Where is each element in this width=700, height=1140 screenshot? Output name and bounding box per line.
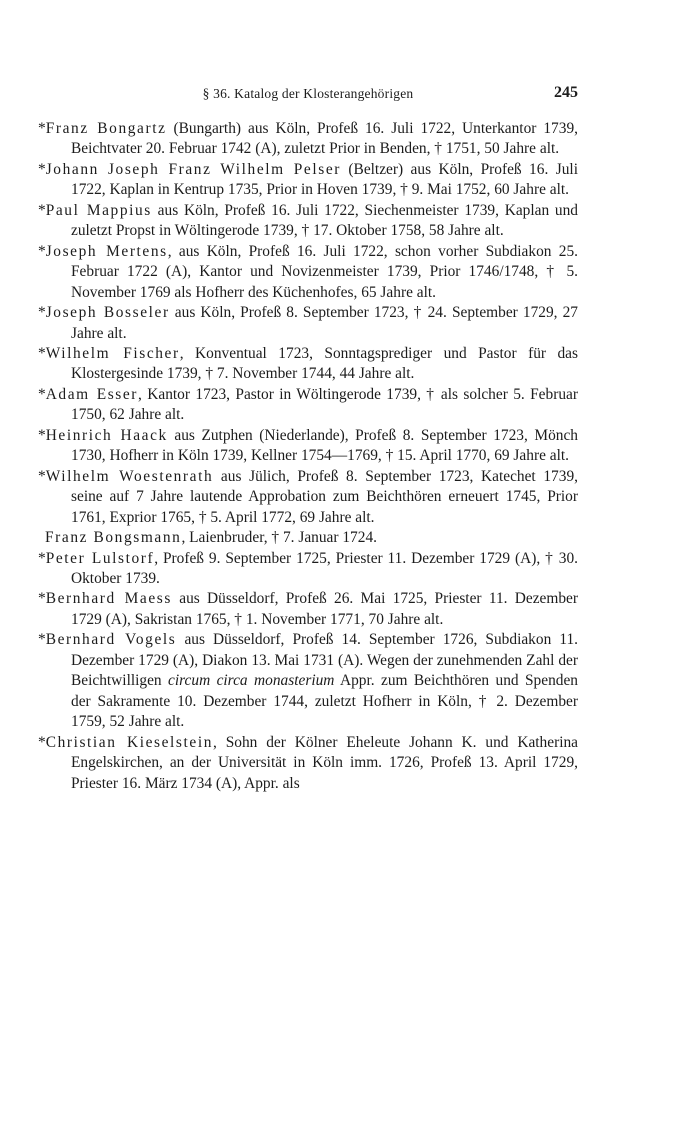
catalog-entry xyxy=(38,630,578,732)
entry-marker: * xyxy=(38,467,46,485)
entry-text: , Kantor 1723, Pastor in Wöltingerode 1739, † als solcher 5. Februar 1750, 62 Jahre alt. xyxy=(71,385,578,424)
entry-marker: * xyxy=(38,733,46,751)
entry-text: aus Köln, Profeß 16. Juli 1722, Siechenmeister 1739, Kaplan und zuletzt Propst in Wöltingerode 1739, † 17. Oktober 1758, 58 Jahre alt. xyxy=(71,201,579,240)
entry-text: , aus Köln, Profeß 16. Juli 1722, schon vorher Subdiakon 25. Februar 1722 (A), Kantor und Novizenmeister 1739, Prior 1746/1748, † 5. November 1769 als Hofherr des Küchenhofes, 65 Jahre alt. xyxy=(71,242,578,301)
catalog-entry xyxy=(38,119,578,160)
entry-text: , Sohn der Kölner Eheleute Johann K. und Katherina Engelskirchen, an der Universität in Köln imm. 1726, Profeß 13. April 1729, Priester 16. März 1734 (A), Appr. als xyxy=(71,733,579,792)
catalog-entries xyxy=(38,119,578,794)
catalog-entry xyxy=(38,160,578,201)
catalog-entry xyxy=(38,385,578,426)
page-header xyxy=(38,84,578,106)
entry-name: Wilhelm Fischer xyxy=(45,344,180,362)
entry-name: Peter Lulstorf xyxy=(45,549,155,567)
catalog-entry xyxy=(38,589,578,630)
entry-name: Franz Bongsmann xyxy=(45,529,182,547)
entry-marker: * xyxy=(38,549,46,567)
entry-text: , Konventual 1723, Sonntagsprediger und Pastor für das Klostergesinde 1739, † 7. November 1744, 44 Jahre alt. xyxy=(71,344,578,383)
catalog-entry xyxy=(38,528,578,548)
entry-name: Joseph Bosseler xyxy=(45,304,170,322)
entry-italic-text: circum circa monasterium xyxy=(168,672,335,690)
catalog-entry xyxy=(38,344,578,385)
entry-marker: * xyxy=(38,590,46,608)
entry-marker: * xyxy=(38,242,46,260)
entry-marker: * xyxy=(38,120,46,137)
entry-marker: * xyxy=(38,385,46,403)
catalog-entry xyxy=(38,733,578,794)
entry-name: Joseph Mertens xyxy=(45,242,168,260)
entry-name: Franz Bongartz xyxy=(45,120,167,137)
entry-marker: * xyxy=(38,631,46,649)
entry-name: Wilhelm Woestenrath xyxy=(45,467,214,485)
catalog-entry xyxy=(38,549,578,590)
catalog-entry xyxy=(38,303,578,344)
entry-text: aus Jülich, Profeß 8. September 1723, Katechet 1739, seine auf 7 Jahre lautende Approbation zum Beichthören erneuert 1745, Prior 1761, Exprior 1765, † 5. April 1772, 69 Jahre alt. xyxy=(71,467,578,526)
entry-marker: * xyxy=(38,201,46,219)
entry-name: Paul Mappius xyxy=(45,201,152,219)
running-head: § 36. Katalog der Klosterangehörigen xyxy=(202,86,414,101)
entry-name: Heinrich Haack xyxy=(45,426,168,444)
entry-name: Christian Kieselstein xyxy=(45,733,213,751)
entry-text: aus Köln, Profeß 8. September 1723, † 24. September 1729, 27 Jahre alt. xyxy=(71,304,578,342)
catalog-entry xyxy=(38,467,578,528)
entry-name: Bernhard Maess xyxy=(45,590,172,608)
entry-text: aus Düsseldorf, Profeß 26. Mai 1725, Priester 11. Dezember 1729 (A), Sakristan 1765, † 1. November 1771, 70 Jahre alt. xyxy=(71,590,578,628)
entry-text: aus Düsseldorf, Profeß 14. September 1726, Subdiakon 11. Dezember 1729 (A), Diakon 13. Mai 1731 (A). Wegen der zunehmenden Zahl der Beichtwilligen xyxy=(71,631,578,690)
entry-name: Bernhard Vogels xyxy=(45,631,177,649)
entry-marker: * xyxy=(38,426,46,444)
entry-text: (Beltzer) aus Köln, Profeß 16. Juli 1722, Kaplan in Kentrup 1735, Prior in Hoven 1739, † 9. Mai 1752, 60 Jahre alt. xyxy=(71,160,578,199)
entry-text: , Profeß 9. September 1725, Priester 11. Dezember 1729 (A), † 30. Oktober 1739. xyxy=(71,549,578,587)
catalog-entry xyxy=(38,426,578,467)
entry-text: aus Zutphen (Niederlande), Profeß 8. September 1723, Mönch 1730, Hofherr in Köln 1739, Kellner 1754—1769, † 15. April 1770, 69 Jahre alt. xyxy=(71,426,578,465)
entry-text: , Laienbruder, † 7. Januar 1724. xyxy=(181,529,377,547)
entry-name: Adam Esser xyxy=(45,385,139,403)
catalog-entry xyxy=(38,242,578,303)
catalog-entry xyxy=(38,201,578,242)
entry-text: (Bungarth) aus Köln, Profeß 16. Juli 1722, Unterkantor 1739, Beichtvater 20. Februar 1742 (A), zuletzt Prior in Benden, † 1751, 50 Jahre alt. xyxy=(71,120,578,158)
entry-marker: * xyxy=(38,160,46,178)
entry-text-after: Appr. zum Beichthören und Spenden der Sakramente 10. Dezember 1744, zuletzt Hofherr in Köln, † 2. Dezember 1759, 52 Jahre alt. xyxy=(71,672,578,731)
entry-marker: * xyxy=(38,344,46,362)
entry-marker: * xyxy=(38,304,46,322)
page-number: 245 xyxy=(554,84,578,101)
entry-name: Johann Joseph Franz Wilhelm Pelser xyxy=(45,160,341,178)
